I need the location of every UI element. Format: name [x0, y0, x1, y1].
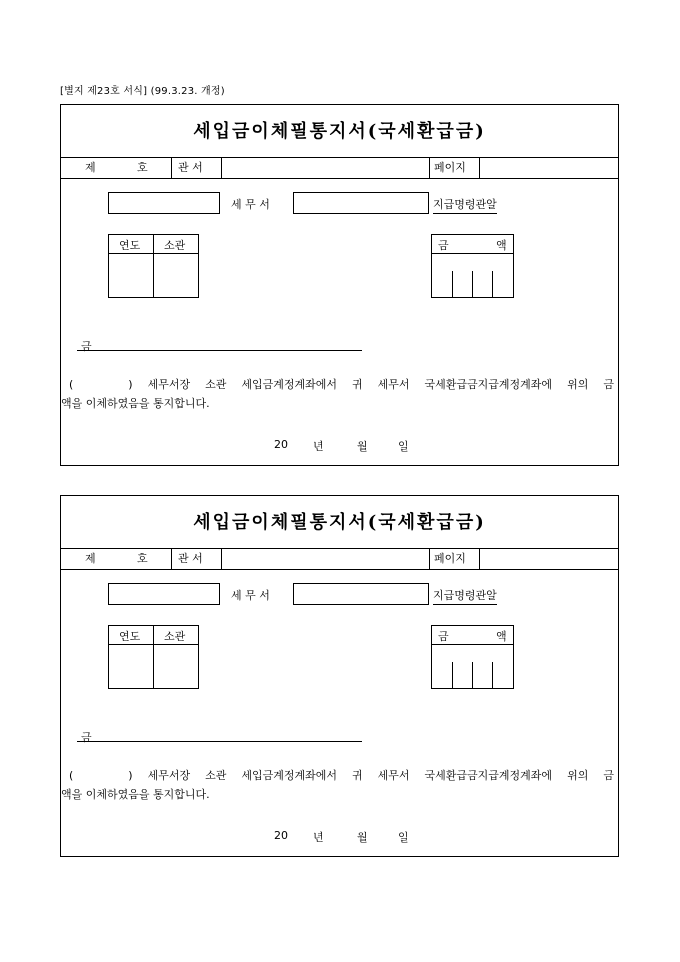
transfer-notice-form-1 [60, 104, 619, 466]
year-jurisdiction-table [108, 625, 199, 689]
year-label: 연도 [119, 239, 141, 252]
payment-order-label: 지급명령관알 [433, 196, 497, 214]
form-title: 세입금이체필통지서(국세환급금) [193, 512, 486, 533]
date-year: 년 [313, 440, 324, 453]
year-jurisdiction-table [108, 234, 199, 298]
payment-officer-field[interactable] [293, 192, 429, 214]
jurisdiction-label: 소관 [164, 239, 186, 252]
date-month: 월 [357, 831, 368, 844]
amount-table [431, 625, 514, 689]
tax-office-label: 세 무 서 [231, 198, 270, 211]
amount-label-left: 금 [438, 630, 449, 643]
notice-body: ( ) 세무서장 소관 세입금계정계좌에서 귀 세무서 국세환급금지급계정계좌에 위의 금 액을 이체하였음을 통지합니다. [61, 769, 614, 801]
date-year-prefix: 20 [274, 829, 288, 842]
amount-table [431, 234, 514, 298]
notice-body: ( ) 세무서장 소관 세입금계정계좌에서 귀 세무서 국세환급금지급계정계좌에 위의 금 액을 이체하였음을 통지합니다. [61, 378, 614, 410]
payment-officer-field[interactable] [293, 583, 429, 605]
amount-label-right: 액 [496, 630, 507, 643]
date-year-prefix: 20 [274, 438, 288, 451]
jurisdiction-label: 소관 [164, 630, 186, 643]
sum-line [77, 350, 362, 351]
header-row [61, 157, 618, 179]
page-label: 페이지 [434, 161, 466, 174]
number-label: 제 [85, 552, 96, 565]
number-suffix-label: 호 [137, 161, 148, 174]
sum-label: 금 [81, 731, 92, 744]
page-label: 페이지 [434, 552, 466, 565]
header-row [61, 548, 618, 570]
date-month: 월 [357, 440, 368, 453]
amount-label-left: 금 [438, 239, 449, 252]
sum-line [77, 741, 362, 742]
tax-office-label: 세 무 서 [231, 589, 270, 602]
number-suffix-label: 호 [137, 552, 148, 565]
sum-label: 금 [81, 340, 92, 353]
number-label: 제 [85, 161, 96, 174]
form-number-note: [별지 제23호 서식] (99.3.23. 개정) [60, 86, 225, 97]
date-year: 년 [313, 831, 324, 844]
office-label: 관 서 [178, 161, 203, 174]
transfer-notice-form-2 [60, 495, 619, 857]
office-label: 관 서 [178, 552, 203, 565]
payment-order-label: 지급명령관알 [433, 587, 497, 605]
date-day: 일 [398, 831, 409, 844]
year-label: 연도 [119, 630, 141, 643]
form-title: 세입금이체필통지서(국세환급금) [193, 121, 486, 142]
date-day: 일 [398, 440, 409, 453]
tax-office-name-field[interactable] [108, 192, 220, 214]
tax-office-name-field[interactable] [108, 583, 220, 605]
amount-label-right: 액 [496, 239, 507, 252]
